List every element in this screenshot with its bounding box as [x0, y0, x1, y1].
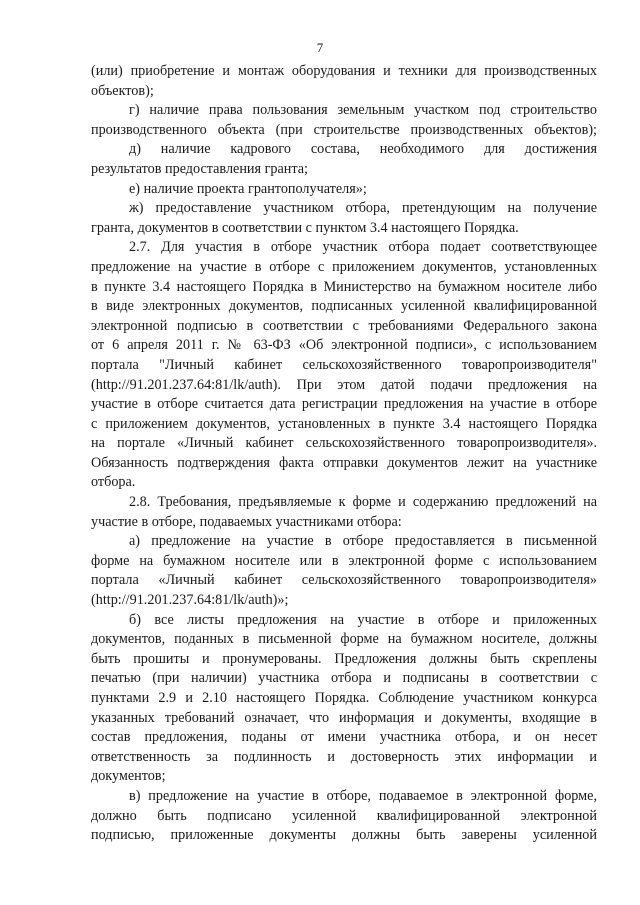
text-line: от 6 апреля 2011 г. № 63-ФЗ «Об электронной подписи», с использованием	[91, 337, 597, 354]
text-line: указанных требований означает, что информация и документы, входящие в	[91, 709, 597, 726]
text-line: с приложением документов, установленных в пункте 3.4 настоящего Порядка	[91, 415, 597, 432]
text-line: документов;	[91, 768, 166, 785]
text-line: в пункте 3.4 настоящего Порядка в Министерство на бумажном носителе либо	[91, 278, 597, 295]
text-line: документов, поданных в письменной форме на бумажном носителе, должны	[91, 631, 597, 648]
text-line: электронной подписью в соответствии с требованиями Федерального закона	[91, 317, 597, 334]
text-line: г) наличие права пользования земельным участком под строительство	[129, 102, 597, 119]
text-line: 2.7. Для участия в отборе участник отбора подает соответствующее	[129, 239, 597, 256]
text-line: участие в отборе считается дата регистрации предложения на участие в отборе	[91, 396, 597, 413]
text-line: состав предложения, поданы от имени участника отбора, и он несет	[91, 729, 597, 746]
text-line: быть прошиты и пронумерованы. Предложения должны быть скреплены	[91, 650, 597, 667]
text-line: (http://91.201.237.64:81/lk/auth)»;	[91, 592, 289, 609]
text-line: портала «Личный кабинет сельскохозяйственного товаропроизводителя»	[91, 572, 597, 589]
text-line: результатов предоставления гранта;	[91, 160, 308, 177]
text-line: б) все листы предложения на участие в отборе и приложенных	[129, 611, 597, 628]
text-line: должно быть подписано усиленной квалифицированной электронной	[91, 807, 597, 824]
text-line: а) предложение на участие в отборе предоставляется в письменной	[129, 533, 597, 550]
text-line: е) наличие проекта грантополучателя»;	[129, 180, 367, 197]
text-line: д) наличие кадрового состава, необходимого для достижения	[129, 141, 597, 158]
text-line: подписью, приложенные документы должны быть заверены усиленной	[91, 827, 597, 844]
text-line: отбора.	[91, 474, 136, 491]
text-line: в виде электронных документов, подписанных усиленной квалифицированной	[91, 298, 597, 315]
page-number: 7	[316, 40, 324, 55]
text-line: в) предложение на участие в отборе, подаваемое в электронной форме,	[129, 787, 597, 804]
text-line: (или) приобретение и монтаж оборудования и техники для производственных	[91, 63, 597, 79]
text-line: пунктами 2.9 и 2.10 настоящего Порядка. Соблюдение участником конкурса	[91, 690, 597, 706]
text-line: 2.8. Требования, предъявляемые к форме и содержанию предложений на	[129, 494, 597, 511]
text-line: (http://91.201.237.64:81/lk/auth). При этом датой подачи предложения на	[91, 376, 597, 393]
text-line: гранта, документов в соответствии с пунктом 3.4 настоящего Порядка.	[91, 219, 519, 236]
body-text	[91, 62, 597, 846]
text-line: объектов);	[91, 82, 154, 99]
text-line: портала "Личный кабинет сельскохозяйственного товаропроизводителя"	[91, 356, 597, 373]
text-line: ответственность за подлинность и достоверность этих информации и	[91, 748, 597, 765]
text-line: участие в отборе, подаваемых участниками отбора:	[91, 513, 402, 530]
text-line: на портале «Личный кабинет сельскохозяйственного товаропроизводителя».	[91, 435, 597, 452]
text-line: производственного объекта (при строительстве производственных объектов);	[91, 121, 597, 138]
text-line: печатью (при наличии) участника отбора и подписаны в соответствии с	[91, 670, 597, 687]
text-line: предложение на участие в отборе с приложением документов, установленных	[91, 258, 597, 275]
text-line: ж) предоставление участником отбора, претендующим на получение	[129, 200, 597, 217]
text-line: Обязанность подтверждения факта отправки документов лежит на участнике	[91, 454, 597, 471]
text-line: форме на бумажном носителе или в электронной форме с использованием	[91, 552, 597, 569]
